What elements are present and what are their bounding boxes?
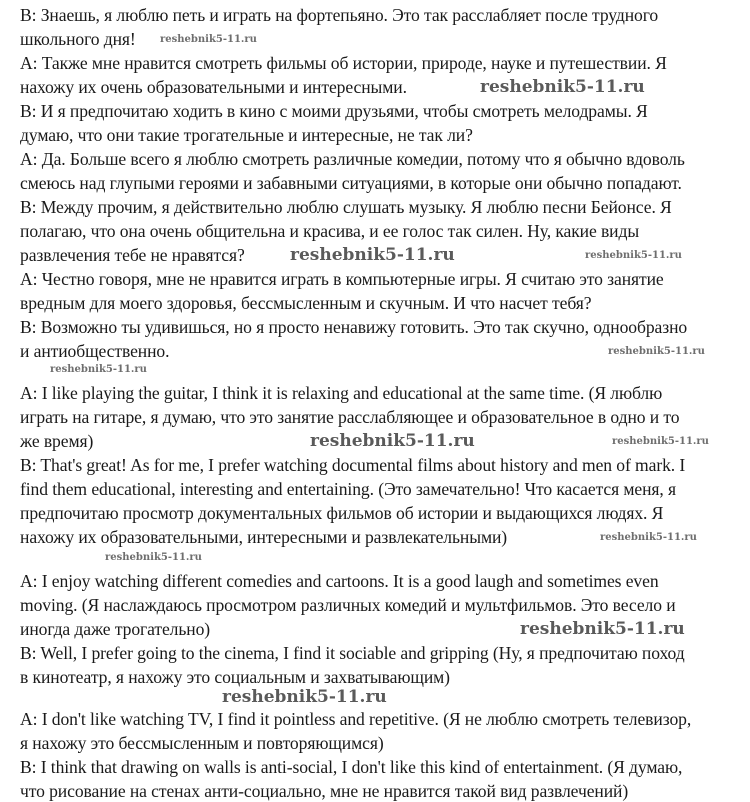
watermark: reshebnik5-11.ru [585, 250, 682, 261]
text-line: в кинотеатр, я нахожу это социальным и захватывающим) [20, 667, 450, 687]
text-line: moving. (Я наслаждаюсь просмотром различных комедий и мультфильмов. Это весело и [20, 595, 676, 615]
text-line: нахожу их очень образовательными и интересными. [20, 77, 407, 97]
text-line: A: I enjoy watching different comedies and cartoons. It is a good laugh and sometimes even [20, 571, 659, 591]
watermark: reshebnik5-11.ru [222, 687, 387, 707]
text-line: смеюсь над глупыми героями и забавными ситуациями, в которые они обычно попадают. [20, 173, 682, 193]
text-line: A: I like playing the guitar, I think it is relaxing and educational at the same time. (Я люблю [20, 383, 663, 403]
text-line: B: That's great! As for me, I prefer watching documental films about history and men of mark. I [20, 455, 686, 475]
text-line: B: Well, I prefer going to the cinema, I find it sociable and gripping (Ну, я предпочитаю поход [20, 643, 685, 663]
watermark: reshebnik5-11.ru [50, 364, 147, 375]
watermark: reshebnik5-11.ru [160, 34, 257, 45]
watermark: reshebnik5-11.ru [310, 431, 475, 451]
text-line: A: Также мне нравится смотреть фильмы об истории, природе, науке и путешествии. Я [20, 53, 667, 73]
text-line: A: Да. Больше всего я люблю смотреть различные комедии, потому что я обычно вдоволь [20, 149, 685, 169]
text-line: что рисование на стенах анти-социально, мне не нравится такой вид развлечений) [20, 781, 629, 801]
watermark: reshebnik5-11.ru [105, 552, 202, 563]
text-line: нахожу их образовательными, интересными и развлекательными) [20, 527, 508, 547]
text-line: думаю, что они такие трогательные и интересные, не так ли? [20, 125, 473, 145]
text-line: же время) [20, 431, 94, 451]
text-line: B: I think that drawing on walls is anti-social, I don't like this kind of entertainment. (Я думаю, [20, 757, 683, 777]
text-line: B: И я предпочитаю ходить в кино с моими друзьями, чтобы смотреть мелодрамы. Я [20, 101, 648, 121]
text-line: предпочитаю просмотр документальных фильмов об истории и выдающихся людях. Я [20, 503, 664, 523]
watermark: reshebnik5-11.ru [520, 619, 685, 639]
text-line: вредным для моего здоровья, бессмысленным и скучным. И что насчет тебя? [20, 293, 592, 313]
watermark: reshebnik5-11.ru [480, 77, 645, 97]
watermark: reshebnik5-11.ru [608, 346, 705, 357]
text-line: полагаю, что она очень общительна и красива, и ее голос так силен. Ну, какие виды [20, 221, 640, 241]
text-line: играть на гитаре, я думаю, что это занятие расслабляющее и образовательное в одно и то [20, 407, 680, 427]
text-line: B: Знаешь, я люблю петь и играть на фортепьяно. Это так расслабляет после трудного [20, 5, 659, 25]
text-line: find them educational, interesting and entertaining. (Это замечательно! Что касается меня, я [20, 479, 677, 499]
text-line: B: Между прочим, я действительно люблю слушать музыку. Я люблю песни Бейонсе. Я [20, 197, 672, 217]
text-line: A: Честно говоря, мне не нравится играть в компьютерные игры. Я считаю это занятие [20, 269, 664, 289]
text-line: школьного дня! [20, 29, 136, 49]
watermark: reshebnik5-11.ru [290, 245, 455, 265]
text-line: B: Возможно ты удивишься, но я просто ненавижу готовить. Это так скучно, однообразно [20, 317, 688, 337]
text-line: развлечения тебе не нравятся? [20, 245, 245, 265]
text-line: A: I don't like watching TV, I find it pointless and repetitive. (Я не люблю смотреть телевизор, [20, 709, 692, 729]
watermark: reshebnik5-11.ru [600, 532, 697, 543]
text-line: и антиобщественно. [20, 341, 170, 361]
watermark: reshebnik5-11.ru [612, 436, 709, 447]
text-line: иногда даже трогательно) [20, 619, 211, 639]
text-line: я нахожу это бессмысленным и повторяющимся) [20, 733, 384, 753]
